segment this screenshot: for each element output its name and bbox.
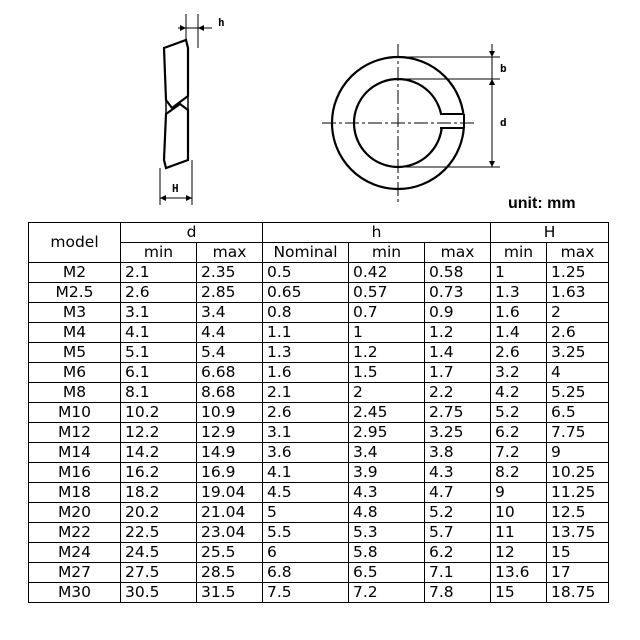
- cell-model: M30: [29, 583, 121, 603]
- table-row: [29, 303, 609, 323]
- table-row: [29, 543, 609, 563]
- model-header: model: [29, 223, 121, 263]
- cell-d-min: 16.2: [121, 463, 197, 483]
- cell-h-nominal: 1.3: [263, 343, 349, 363]
- cell-H-min: 7.2: [491, 443, 547, 463]
- cell-h-max: 7.8: [425, 583, 491, 603]
- cell-h-max: 5.7: [425, 523, 491, 543]
- cell-d-max: 2.85: [197, 283, 263, 303]
- cell-H-max: 17: [547, 563, 609, 583]
- cell-d-max: 4.4: [197, 323, 263, 343]
- cell-h-max: 5.2: [425, 503, 491, 523]
- side-view-upper-half: [164, 40, 188, 108]
- table-row: [29, 563, 609, 583]
- cell-h-nominal: 3.6: [263, 443, 349, 463]
- cell-h-max: 2.2: [425, 383, 491, 403]
- cell-d-min: 2.6: [121, 283, 197, 303]
- cell-d-min: 10.2: [121, 403, 197, 423]
- cell-H-max: 15: [547, 543, 609, 563]
- cell-h-min: 2.95: [349, 423, 425, 443]
- cell-H-max: 4: [547, 363, 609, 383]
- cell-H-max: 2: [547, 303, 609, 323]
- cell-d-min: 2.1: [121, 263, 197, 283]
- cell-d-min: 30.5: [121, 583, 197, 603]
- cell-H-max: 6.5: [547, 403, 609, 423]
- cell-h-max: 4.3: [425, 463, 491, 483]
- cell-d-min: 24.5: [121, 543, 197, 563]
- cell-d-max: 23.04: [197, 523, 263, 543]
- table-row: [29, 323, 609, 343]
- cell-d-max: 5.4: [197, 343, 263, 363]
- cell-H-max: 1.63: [547, 283, 609, 303]
- cell-h-min: 2: [349, 383, 425, 403]
- table-row: [29, 523, 609, 543]
- cell-H-min: 9: [491, 483, 547, 503]
- cell-h-min: 4.3: [349, 483, 425, 503]
- group-header-h: h: [263, 223, 491, 243]
- spec-table: [28, 222, 609, 603]
- cell-h-min: 1.5: [349, 363, 425, 383]
- cell-h-max: 0.9: [425, 303, 491, 323]
- cell-H-max: 2.6: [547, 323, 609, 343]
- cell-d-min: 5.1: [121, 343, 197, 363]
- cell-H-max: 9: [547, 443, 609, 463]
- cell-H-max: 3.25: [547, 343, 609, 363]
- cell-h-nominal: 4.1: [263, 463, 349, 483]
- cell-h-min: 4.8: [349, 503, 425, 523]
- washer-drawing: [0, 0, 640, 222]
- cell-H-max: 5.25: [547, 383, 609, 403]
- cell-model: M12: [29, 423, 121, 443]
- subheader-H-min: min: [491, 243, 547, 263]
- cell-model: M22: [29, 523, 121, 543]
- cell-d-max: 31.5: [197, 583, 263, 603]
- cell-d-min: 8.1: [121, 383, 197, 403]
- cell-H-max: 1.25: [547, 263, 609, 283]
- cell-d-max: 3.4: [197, 303, 263, 323]
- cell-H-min: 2.6: [491, 343, 547, 363]
- cell-h-max: 2.75: [425, 403, 491, 423]
- table-row: [29, 483, 609, 503]
- cell-h-min: 0.42: [349, 263, 425, 283]
- cell-d-min: 22.5: [121, 523, 197, 543]
- subheader-h-nominal: Nominal: [263, 243, 349, 263]
- cell-h-nominal: 0.8: [263, 303, 349, 323]
- cell-d-max: 12.9: [197, 423, 263, 443]
- cell-d-max: 19.04: [197, 483, 263, 503]
- cell-h-nominal: 5: [263, 503, 349, 523]
- cell-model: M2: [29, 263, 121, 283]
- table-row: [29, 343, 609, 363]
- cell-H-min: 10: [491, 503, 547, 523]
- cell-d-max: 25.5: [197, 543, 263, 563]
- subheader-H-max: max: [547, 243, 609, 263]
- table-row: [29, 463, 609, 483]
- subheader-h-max: max: [425, 243, 491, 263]
- table-row: [29, 263, 609, 283]
- cell-d-min: 4.1: [121, 323, 197, 343]
- cell-h-min: 5.8: [349, 543, 425, 563]
- cell-d-min: 6.1: [121, 363, 197, 383]
- cell-h-max: 0.73: [425, 283, 491, 303]
- cell-d-max: 28.5: [197, 563, 263, 583]
- cell-d-max: 2.35: [197, 263, 263, 283]
- cell-H-min: 1: [491, 263, 547, 283]
- cell-model: M24: [29, 543, 121, 563]
- cell-h-nominal: 5.5: [263, 523, 349, 543]
- cell-d-max: 14.9: [197, 443, 263, 463]
- cell-h-min: 6.5: [349, 563, 425, 583]
- table-row: [29, 283, 609, 303]
- split-gap: [436, 114, 466, 128]
- table-row: [29, 443, 609, 463]
- cell-h-nominal: 7.5: [263, 583, 349, 603]
- cell-h-max: 3.25: [425, 423, 491, 443]
- cell-h-nominal: 3.1: [263, 423, 349, 443]
- cell-d-min: 14.2: [121, 443, 197, 463]
- cell-H-min: 1.6: [491, 303, 547, 323]
- cell-d-max: 8.68: [197, 383, 263, 403]
- cell-H-max: 13.75: [547, 523, 609, 543]
- cell-H-min: 1.3: [491, 283, 547, 303]
- cell-h-nominal: 2.1: [263, 383, 349, 403]
- group-header-row: [29, 223, 609, 243]
- cell-h-min: 5.3: [349, 523, 425, 543]
- cell-d-min: 27.5: [121, 563, 197, 583]
- table-row: [29, 423, 609, 443]
- cell-h-nominal: 0.65: [263, 283, 349, 303]
- cell-H-min: 8.2: [491, 463, 547, 483]
- label-d: d: [500, 116, 507, 129]
- cell-h-max: 3.8: [425, 443, 491, 463]
- label-h: h: [218, 16, 225, 29]
- cell-model: M3: [29, 303, 121, 323]
- cell-h-min: 2.45: [349, 403, 425, 423]
- cell-H-max: 10.25: [547, 463, 609, 483]
- cell-d-min: 18.2: [121, 483, 197, 503]
- cell-d-max: 10.9: [197, 403, 263, 423]
- cell-model: M2.5: [29, 283, 121, 303]
- cell-d-max: 16.9: [197, 463, 263, 483]
- table-row: [29, 583, 609, 603]
- cell-h-max: 7.1: [425, 563, 491, 583]
- cell-H-min: 11: [491, 523, 547, 543]
- cell-H-min: 12: [491, 543, 547, 563]
- cell-h-nominal: 6: [263, 543, 349, 563]
- table-row: [29, 503, 609, 523]
- cell-H-min: 4.2: [491, 383, 547, 403]
- group-header-H: H: [491, 223, 609, 243]
- cell-h-min: 7.2: [349, 583, 425, 603]
- label-b: b: [500, 62, 507, 75]
- spec-table-body: [29, 263, 609, 603]
- cell-h-nominal: 1.6: [263, 363, 349, 383]
- cell-model: M27: [29, 563, 121, 583]
- cell-d-min: 20.2: [121, 503, 197, 523]
- cell-h-max: 1.4: [425, 343, 491, 363]
- cell-h-max: 1.2: [425, 323, 491, 343]
- cell-H-max: 7.75: [547, 423, 609, 443]
- cell-H-min: 15: [491, 583, 547, 603]
- cell-H-min: 6.2: [491, 423, 547, 443]
- cell-H-min: 1.4: [491, 323, 547, 343]
- side-view: [160, 14, 212, 205]
- cell-h-nominal: 1.1: [263, 323, 349, 343]
- cell-model: M6: [29, 363, 121, 383]
- cell-H-max: 12.5: [547, 503, 609, 523]
- cell-h-min: 0.7: [349, 303, 425, 323]
- cell-h-max: 0.58: [425, 263, 491, 283]
- cell-model: M5: [29, 343, 121, 363]
- cell-model: M20: [29, 503, 121, 523]
- cell-h-nominal: 2.6: [263, 403, 349, 423]
- cell-model: M14: [29, 443, 121, 463]
- cell-h-nominal: 4.5: [263, 483, 349, 503]
- cell-model: M16: [29, 463, 121, 483]
- cell-h-max: 1.7: [425, 363, 491, 383]
- cell-h-nominal: 6.8: [263, 563, 349, 583]
- cell-d-max: 21.04: [197, 503, 263, 523]
- subheader-d-min: min: [121, 243, 197, 263]
- label-H: H: [172, 182, 179, 195]
- table-row: [29, 403, 609, 423]
- cell-h-min: 3.4: [349, 443, 425, 463]
- side-view-lower-half: [164, 104, 188, 168]
- cell-h-nominal: 0.5: [263, 263, 349, 283]
- cell-H-min: 3.2: [491, 363, 547, 383]
- cell-model: M8: [29, 383, 121, 403]
- cell-h-min: 1.2: [349, 343, 425, 363]
- cell-h-min: 1: [349, 323, 425, 343]
- cell-h-max: 4.7: [425, 483, 491, 503]
- group-header-d: d: [121, 223, 263, 243]
- unit-label: unit: mm: [508, 195, 576, 212]
- cell-model: M18: [29, 483, 121, 503]
- cell-H-max: 11.25: [547, 483, 609, 503]
- cell-h-max: 6.2: [425, 543, 491, 563]
- subheader-d-max: max: [197, 243, 263, 263]
- cell-h-min: 0.57: [349, 283, 425, 303]
- cell-model: M10: [29, 403, 121, 423]
- cell-model: M4: [29, 323, 121, 343]
- cell-h-min: 3.9: [349, 463, 425, 483]
- table-row: [29, 363, 609, 383]
- subheader-h-min: min: [349, 243, 425, 263]
- cell-d-min: 3.1: [121, 303, 197, 323]
- front-view: [322, 44, 500, 202]
- cell-d-max: 6.68: [197, 363, 263, 383]
- cell-d-min: 12.2: [121, 423, 197, 443]
- cell-H-min: 5.2: [491, 403, 547, 423]
- cell-H-min: 13.6: [491, 563, 547, 583]
- cell-H-max: 18.75: [547, 583, 609, 603]
- table-row: [29, 383, 609, 403]
